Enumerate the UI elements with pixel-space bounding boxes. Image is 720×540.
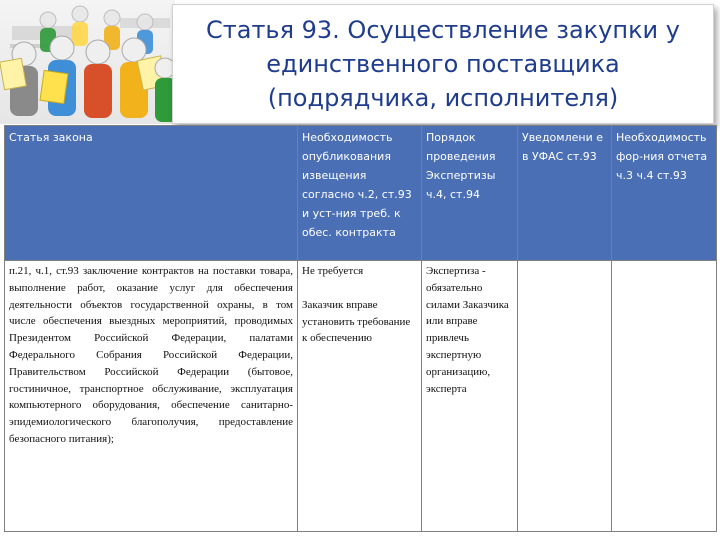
header-article: Статья закона	[5, 126, 298, 261]
cell-fas-notice	[518, 261, 612, 532]
table-row	[5, 261, 717, 532]
table-header-row	[5, 126, 717, 261]
header-expertise: Порядок проведения Экспертизы ч.4, ст.94	[422, 126, 518, 261]
publication-not-required: Не требуется	[302, 265, 364, 277]
publication-customer-right: Заказчик вправе установить требование к обеспечению	[302, 298, 411, 345]
header-fas-notice: Уведомлени е в УФАС ст.93	[518, 126, 612, 261]
law-table	[4, 125, 717, 532]
cell-article: п.21, ч.1, ст.93 заключение контрактов на поставки товара, выполнение работ, оказание услуг для обеспечения деятельности объектов государственной охраны, в том числе обеспечения выездных мероприятий, проводимых Президентом Российской Федерации, палатами Федерального Собрания Российской Федерации, Правительством Российской Федерации (бытовое, гостиничное, транспортное обслуживание, эксплуатация компьютерного оборудования, обеспечение санитарно-эпидемиологического благополучия, предоставление безопасного питания);	[5, 261, 298, 532]
title-box	[172, 4, 714, 124]
business-people-icon	[0, 0, 175, 124]
header-report: Необходимость фор-ния отчета ч.3 ч.4 ст.93	[612, 126, 717, 261]
header-illustration	[0, 0, 175, 124]
slide-title: Статья 93. Осуществление закупки у единственного поставщика (подрядчика, исполнителя)	[206, 16, 680, 112]
cell-report	[612, 261, 717, 532]
header-publication: Необходимость опубликования извещения согласно ч.2, ст.93 и уст-ния треб. к обес. контракта	[298, 126, 422, 261]
cell-expertise: Экспертиза - обязательно силами Заказчика или вправе привлечь экспертную организацию, эксперта	[422, 261, 518, 532]
cell-publication	[298, 261, 422, 532]
